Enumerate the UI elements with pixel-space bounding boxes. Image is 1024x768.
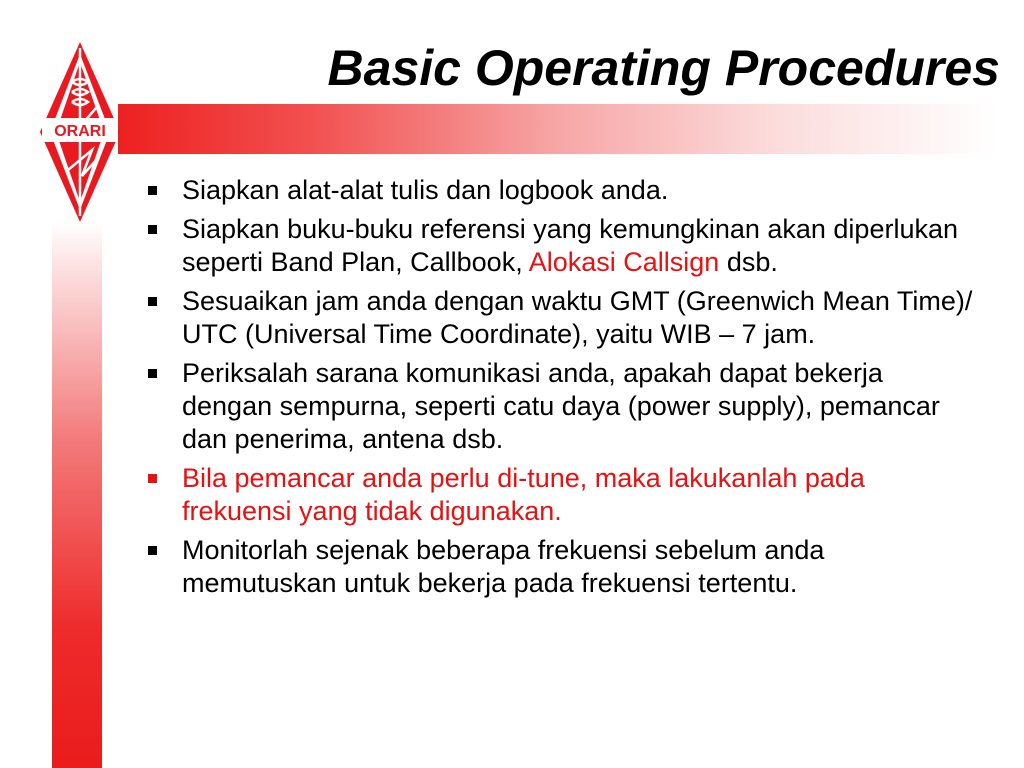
orari-logo [38, 40, 122, 224]
side-gradient-strip [52, 222, 102, 768]
page-title: Basic Operating Procedures [327, 40, 1000, 96]
list-item-highlighted [148, 462, 978, 528]
bullet-square-icon [148, 369, 157, 378]
bullet-list [148, 174, 978, 606]
list-item [148, 285, 978, 351]
bullet-square-icon [148, 546, 157, 555]
list-item [148, 213, 978, 279]
list-item [148, 174, 978, 207]
highlighted-term: Alokasi Callsign [528, 247, 720, 277]
list-item [148, 357, 978, 456]
bullet-text: Sesuaikan jam anda dengan waktu GMT (Greenwich Mean Time)/ UTC (Universal Time Coordinate), yaitu WIB – 7 jam. [182, 286, 973, 349]
logo-text: ORARI [54, 123, 106, 140]
bullet-square-icon [148, 474, 157, 483]
bullet-square-icon [148, 225, 157, 234]
bullet-text: Siapkan alat-alat tulis dan logbook anda. [182, 175, 669, 205]
list-item [148, 534, 978, 600]
bullet-square-icon [148, 297, 157, 306]
title-gradient-bar [118, 104, 996, 154]
bullet-text: Periksalah sarana komunikasi anda, apakah dapat bekerja dengan sempurna, seperti catu daya (power supply), pemancar dan penerima, antena dsb. [182, 358, 940, 454]
bullet-text: Monitorlah sejenak beberapa frekuensi sebelum anda memutuskan untuk bekerja pada frekuensi tertentu. [182, 535, 825, 598]
bullet-text: Bila pemancar anda perlu di-tune, maka lakukanlah pada frekuensi yang tidak digunakan. [182, 463, 865, 526]
bullet-text-tail: dsb. [726, 247, 778, 277]
bullet-text: Siapkan buku-buku referensi yang kemungkinan akan diperlukan seperti Band Plan, Callbook, [182, 214, 958, 277]
bullet-square-icon [148, 186, 157, 195]
